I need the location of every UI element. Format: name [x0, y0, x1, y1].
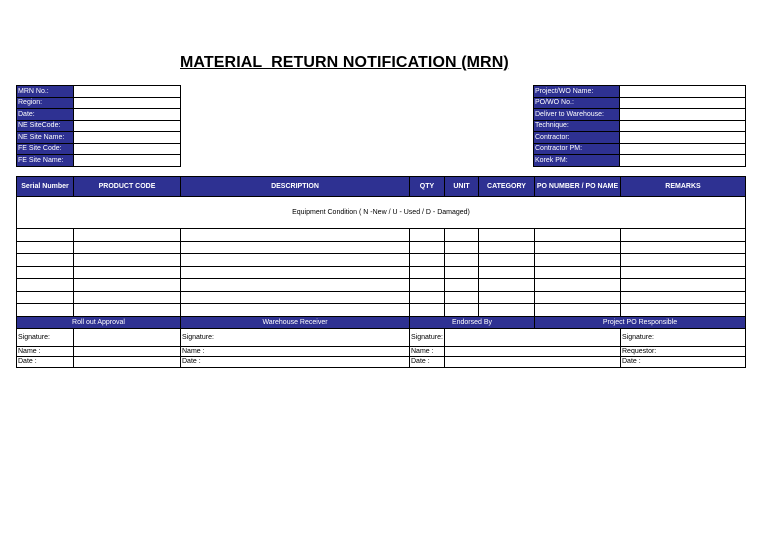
item-cell[interactable]: [17, 304, 74, 317]
item-cell[interactable]: [479, 254, 535, 267]
item-cell[interactable]: [74, 254, 181, 267]
right-info-value-field[interactable]: [620, 143, 746, 155]
left-info-row: [17, 155, 181, 167]
item-cell[interactable]: [74, 266, 181, 279]
item-cell[interactable]: [479, 304, 535, 317]
column-header-row: [17, 177, 746, 197]
col-product-code: PRODUCT CODE: [74, 177, 181, 197]
col-remarks: REMARKS: [621, 177, 746, 197]
item-cell[interactable]: [74, 279, 181, 292]
condition-row: [17, 197, 746, 229]
signature-label: Signature:: [181, 328, 410, 346]
signature-row: [17, 346, 746, 357]
item-cell[interactable]: [445, 266, 479, 279]
left-info-value-field[interactable]: [74, 155, 181, 167]
right-info-value-field[interactable]: [620, 109, 746, 121]
signature-label: Name :: [17, 346, 74, 357]
item-cell[interactable]: [410, 304, 445, 317]
item-cell[interactable]: [17, 266, 74, 279]
item-cell[interactable]: [181, 266, 410, 279]
item-cell[interactable]: [181, 254, 410, 267]
right-info-label: Contractor PM:: [534, 143, 620, 155]
signature-field[interactable]: [74, 328, 181, 346]
item-cell[interactable]: [621, 291, 746, 304]
left-info-value-field[interactable]: [74, 86, 181, 98]
item-cell[interactable]: [621, 304, 746, 317]
section-header: Endorsed By: [410, 316, 535, 328]
item-cell[interactable]: [17, 229, 74, 242]
condition-note: Equipment Condition ( N -New / U - Used / D - Damaged): [17, 197, 746, 229]
item-cell[interactable]: [17, 291, 74, 304]
item-row: [17, 254, 746, 267]
right-info-label: PO/WO No.:: [534, 97, 620, 109]
item-cell[interactable]: [181, 229, 410, 242]
left-info-table: [16, 85, 181, 167]
item-cell[interactable]: [621, 241, 746, 254]
item-cell[interactable]: [445, 291, 479, 304]
left-info-label: NE SiteCode:: [17, 120, 74, 132]
item-cell[interactable]: [535, 241, 621, 254]
right-info-table: [533, 85, 746, 167]
signature-label: Signature:: [621, 328, 746, 346]
item-cell[interactable]: [479, 291, 535, 304]
right-info-value-field[interactable]: [620, 155, 746, 167]
item-cell[interactable]: [535, 304, 621, 317]
left-info-value-field[interactable]: [74, 109, 181, 121]
left-info-label: Region:: [17, 97, 74, 109]
item-cell[interactable]: [445, 241, 479, 254]
item-cell[interactable]: [445, 279, 479, 292]
left-info-value-field[interactable]: [74, 132, 181, 144]
item-cell[interactable]: [535, 229, 621, 242]
signature-label: Date :: [621, 357, 746, 368]
right-info-row: [534, 155, 746, 167]
signature-label: Date :: [410, 357, 445, 368]
right-info-label: Deliver to Warehouse:: [534, 109, 620, 121]
item-cell[interactable]: [17, 279, 74, 292]
signature-label: Name :: [410, 346, 445, 357]
right-info-label: Technique:: [534, 120, 620, 132]
right-info-row: [534, 109, 746, 121]
item-cell[interactable]: [621, 279, 746, 292]
item-cell[interactable]: [621, 266, 746, 279]
left-info-row: [17, 86, 181, 98]
item-row: [17, 241, 746, 254]
item-cell[interactable]: [74, 291, 181, 304]
item-cell[interactable]: [74, 229, 181, 242]
signature-field[interactable]: [74, 346, 181, 357]
left-info-label: FE Site Code:: [17, 143, 74, 155]
signature-field[interactable]: [445, 357, 621, 368]
section-header: Roll out Approval: [17, 316, 181, 328]
item-cell[interactable]: [479, 266, 535, 279]
left-info-label: NE Site Name:: [17, 132, 74, 144]
right-info-row: [534, 132, 746, 144]
item-cell[interactable]: [74, 241, 181, 254]
item-cell[interactable]: [74, 304, 181, 317]
col-unit: UNIT: [445, 177, 479, 197]
left-info-value-field[interactable]: [74, 97, 181, 109]
signature-label: Signature:: [17, 328, 74, 346]
item-cell[interactable]: [410, 229, 445, 242]
item-cell[interactable]: [535, 266, 621, 279]
right-info-value-field[interactable]: [620, 132, 746, 144]
item-row: [17, 304, 746, 317]
left-info-label: Date:: [17, 109, 74, 121]
left-info-row: [17, 143, 181, 155]
signature-label: Name :: [181, 346, 410, 357]
right-info-label: Project/WO Name:: [534, 86, 620, 98]
col-qty: QTY: [410, 177, 445, 197]
item-cell[interactable]: [621, 229, 746, 242]
col-description: DESCRIPTION: [181, 177, 410, 197]
approval-section-row: [17, 316, 746, 328]
col-serial-number: Serial Number: [17, 177, 74, 197]
item-cell[interactable]: [479, 229, 535, 242]
col-po-number: PO NUMBER / PO NAME: [535, 177, 621, 197]
signature-field[interactable]: [74, 357, 181, 368]
signature-row: [17, 328, 746, 346]
signature-label: Date :: [17, 357, 74, 368]
form-title: MATERIAL RETURN NOTIFICATION (MRN): [180, 54, 509, 71]
item-cell[interactable]: [621, 254, 746, 267]
left-info-row: [17, 132, 181, 144]
signature-field[interactable]: [445, 346, 621, 357]
item-cell[interactable]: [410, 279, 445, 292]
item-cell[interactable]: [410, 291, 445, 304]
item-cell[interactable]: [479, 241, 535, 254]
left-info-label: FE Site Name:: [17, 155, 74, 167]
item-cell[interactable]: [181, 279, 410, 292]
signature-label: Date :: [181, 357, 410, 368]
section-header: Warehouse Receiver: [181, 316, 410, 328]
item-cell[interactable]: [17, 241, 74, 254]
right-info-label: Korek PM:: [534, 155, 620, 167]
item-cell[interactable]: [410, 254, 445, 267]
items-table: [16, 176, 746, 368]
item-cell[interactable]: [410, 241, 445, 254]
right-info-row: [534, 86, 746, 98]
item-cell[interactable]: [17, 254, 74, 267]
item-cell[interactable]: [181, 241, 410, 254]
item-cell[interactable]: [181, 304, 410, 317]
right-info-value-field[interactable]: [620, 97, 746, 109]
left-info-label: MRN No.:: [17, 86, 74, 98]
right-info-value-field[interactable]: [620, 86, 746, 98]
item-cell[interactable]: [445, 304, 479, 317]
left-info-row: [17, 97, 181, 109]
item-row: [17, 229, 746, 242]
left-info-value-field[interactable]: [74, 120, 181, 132]
left-info-value-field[interactable]: [74, 143, 181, 155]
item-cell[interactable]: [535, 254, 621, 267]
item-row: [17, 279, 746, 292]
section-header: Project PO Responsible: [535, 316, 746, 328]
item-cell[interactable]: [445, 229, 479, 242]
item-cell[interactable]: [181, 291, 410, 304]
item-cell[interactable]: [535, 279, 621, 292]
item-cell[interactable]: [535, 291, 621, 304]
right-info-label: Contractor:: [534, 132, 620, 144]
signature-row: [17, 357, 746, 368]
item-cell[interactable]: [445, 254, 479, 267]
signature-field[interactable]: [445, 328, 621, 346]
right-info-row: [534, 143, 746, 155]
right-info-row: [534, 97, 746, 109]
left-info-row: [17, 109, 181, 121]
right-info-row: [534, 120, 746, 132]
col-category: CATEGORY: [479, 177, 535, 197]
signature-label: Signature:: [410, 328, 445, 346]
item-row: [17, 291, 746, 304]
item-cell[interactable]: [410, 266, 445, 279]
item-row: [17, 266, 746, 279]
right-info-value-field[interactable]: [620, 120, 746, 132]
left-info-row: [17, 120, 181, 132]
signature-label: Requestor:: [621, 346, 746, 357]
item-cell[interactable]: [479, 279, 535, 292]
